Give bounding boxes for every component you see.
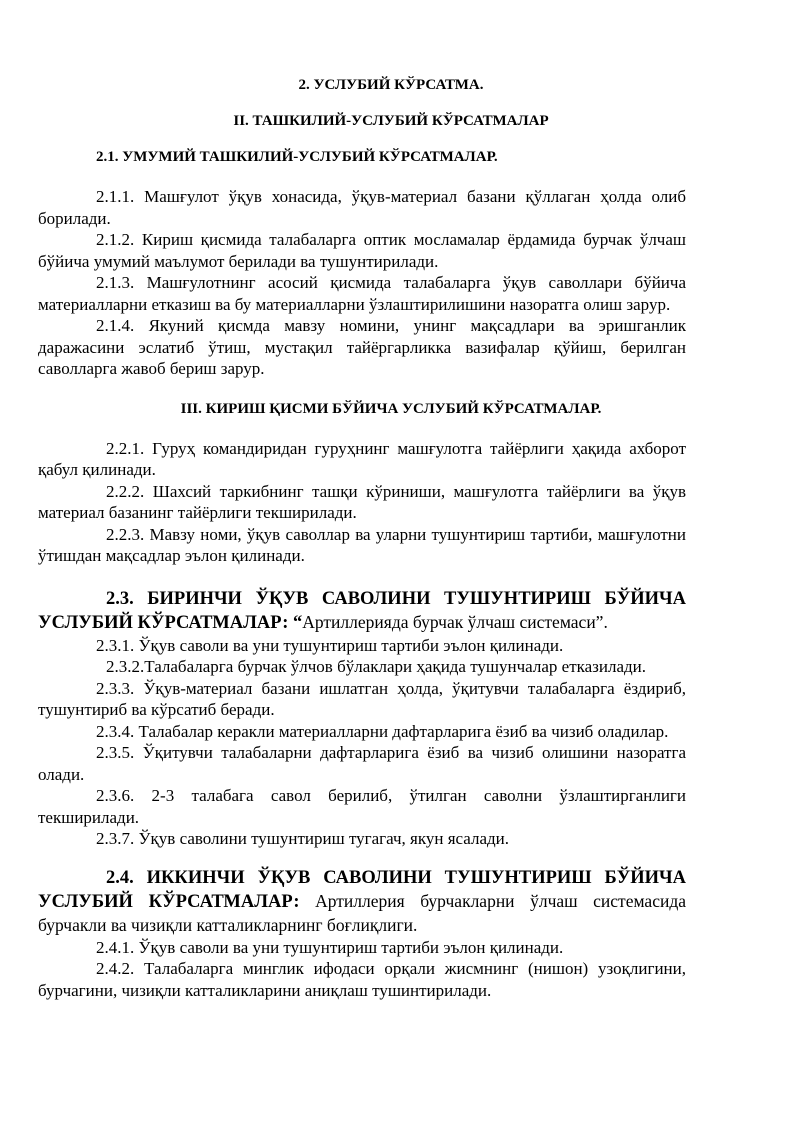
items-2-2-list (38, 438, 686, 567)
document-title: 2. УСЛУБИЙ КЎРСАТМА. (298, 77, 484, 93)
item-2-4-1: 2.4.1. Ўқув саволи ва уни тушунтириш тартиби эълон қилинади. (96, 937, 564, 957)
item-2-1-2: 2.1.2. Кириш қисмида талабаларга оптик мосламалар ёрдамида бурчак ўлчаш бўйича умумий маълумот берилади ва тушунтирилади. (38, 230, 686, 271)
item-2-3-4: 2.3.4. Талабалар керакли материалларни дафтарларига ёзиб ва чизиб оладилар. (96, 721, 669, 741)
section-2-3-bold: 2.3. БИРИНЧИ ЎҚУВ САВОЛИНИ ТУШУНТИРИШ БЎЙИЧА УСЛУБИЙ КЎРСАТМАЛАР: “ (38, 588, 686, 633)
item-2-1-4: 2.1.4. Якуний қисмда мавзу номини, унинг мақсадлари ва эришганлик даражасини эслатиб ўтиш, мустақил тайёргарликка вазифалар қўйиш, берилган саволларга жавоб бериш зарур. (38, 316, 686, 378)
item-2-1-3: 2.1.3. Машғулотнинг асосий қисмида талабаларга ўқув саволлари бўйича материалларни етказиш ва бу материалларни ўзлаштирилишини назоратга олиш зарур. (38, 273, 686, 314)
items-2-4-list (38, 937, 686, 1002)
section-2-4-heading (38, 866, 686, 937)
item-2-2-2: 2.2.2. Шахсий таркибнинг ташқи кўриниши, машғулотга тайёрлиги ва ўқув материал базанинг тайёрлиги текширилади. (38, 481, 686, 522)
items-2-3-list (38, 635, 686, 850)
item-2-3-5: 2.3.5. Ўқитувчи талабаларни дафтарларига ёзиб ва чизиб олишини назоратга олади. (38, 743, 686, 784)
section-2-heading: II. ТАШКИЛИЙ-УСЛУБИЙ КЎРСАТМАЛАР (233, 113, 549, 129)
section-2-3-heading (38, 587, 686, 635)
item-2-3-3: 2.3.3. Ўқув-материал базани ишлатган ҳолда, ўқитувчи талабаларга ёздириб, тушунтириб ва кўрсатиб беради. (38, 678, 686, 719)
items-2-1-list (38, 186, 686, 380)
item-2-3-6: 2.3.6. 2-3 талабага савол берилиб, ўтилган саволни ўзлаштирганлиги текширилади. (38, 786, 686, 827)
section-2-4-bold: 2.4. ИККИНЧИ ЎҚУВ САВОЛИНИ ТУШУНТИРИШ БЎЙИЧА УСЛУБИЙ КЎРСАТМАЛАР: (38, 867, 686, 912)
item-2-3-2: 2.3.2.Талабаларга бурчак ўлчов бўлаклари ҳақида тушунчалар етказилади. (106, 657, 647, 676)
section-3-heading: III. КИРИШ ҚИСМИ БЎЙИЧА УСЛУБИЙ КЎРСАТМАЛАР. (180, 400, 602, 417)
section-2-4-topic: Артиллерия бурчакларни ўлчаш системасида бурчакли ва чизиқли катталикларнинг боғлиқлиги. (38, 890, 686, 935)
subsection-2-1-heading: 2.1. УМУМИЙ ТАШКИЛИЙ-УСЛУБИЙ КЎРСАТМАЛАР. (96, 149, 498, 165)
item-2-3-1: 2.3.1. Ўқув саволи ва уни тушунтириш тартиби эълон қилинади. (96, 635, 564, 655)
document-page (38, 66, 686, 1001)
section-2-3-topic: Артиллерияда бурчак ўлчаш системаси”. (302, 611, 608, 632)
item-2-3-7: 2.3.7. Ўқув саволини тушунтириш тугагач, якун ясалади. (96, 829, 510, 848)
item-2-1-1: 2.1.1. Машғулот ўқув хонасида, ўқув-материал базани қўллаган ҳолда олиб борилади. (38, 187, 686, 228)
item-2-2-1: 2.2.1. Гуруҳ командиридан гуруҳнинг машғулотга тайёрлиги ҳақида ахборот қабул қилинади. (38, 438, 686, 479)
item-2-4-2: 2.4.2. Талабаларга минглик ифодаси орқали жисмнинг (нишон) узоқлигини, бурчагини, чизиқли катталикларини аниқлаш тушинтирилади. (38, 959, 686, 1000)
item-2-2-3: 2.2.3. Мавзу номи, ўқув саволлар ва уларни тушунтириш тартиби, машғулотни ўтишдан мақсадлар эълон қилинади. (38, 524, 686, 565)
